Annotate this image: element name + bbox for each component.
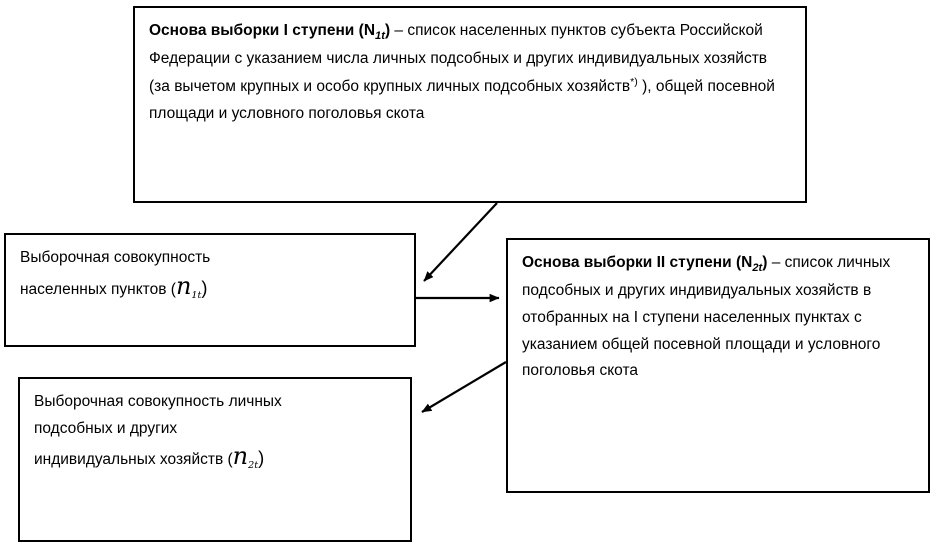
arrow-stage1-frame-to-stage1-sample	[424, 203, 497, 281]
stage1-frame-footnote-mark: *)	[630, 75, 638, 88]
stage1-sample-line1: Выборочная совокупность	[20, 249, 211, 266]
stage2-sample-symbol-sub: 2t	[248, 460, 259, 472]
stage1-sample-symbol: n	[175, 271, 192, 300]
stage2-frame-symbol-sub: 2t	[752, 262, 763, 275]
arrow-stage2-frame-to-stage2-sample	[422, 362, 506, 412]
stage1-frame-symbol: $(N_{1t})$	[354, 22, 391, 43]
stage1-sample-paren-close: )	[201, 276, 208, 298]
stage1-frame-symbol-sub: 1t	[375, 30, 385, 43]
stage2-sample-line1: Выборочная совокупность личных	[34, 393, 282, 410]
stage2-frame-text-part1: – список личных подсобных и других индивидуальных хозяйств в отобранных на I ступени населенных пунктах с указанием общей посевной площади и условного поголовья скота	[522, 254, 891, 380]
box-stage1-sample-set	[4, 233, 416, 347]
stage2-frame-symbol: $(N_{2t})$	[731, 254, 768, 275]
stage2-sample-line3: индивидуальных хозяйств $(n_{2t})$	[34, 442, 265, 472]
box-stage2-sampling-frame	[506, 238, 930, 493]
box-stage1-sampling-frame	[133, 6, 807, 203]
stage2-sample-line2: подсобных и других	[34, 419, 178, 437]
stage2-frame-title: Основа выборки II ступени	[522, 254, 732, 271]
stage1-frame-title: Основа выборки I ступени	[149, 22, 355, 39]
stage2-sample-paren-close: )	[258, 447, 265, 469]
box-stage2-sample-set	[18, 377, 412, 542]
stage1-frame-text-part1: – список населенных пунктов субъекта Российской Федерации с указанием числа личных подсобных и других индивидуальных хозяйств (за вычетом крупных и особо крупных личных подсобных хозяйств	[149, 22, 768, 96]
stage1-frame-text-part2: ), общей посевной площади и условного поголовья скота	[149, 78, 775, 122]
stage1-sample-line2: населенных пунктов $(n_{1t})$	[20, 271, 208, 301]
stage1-sample-symbol-sub: 1t	[191, 289, 202, 301]
stage2-sample-symbol: n	[232, 442, 249, 471]
